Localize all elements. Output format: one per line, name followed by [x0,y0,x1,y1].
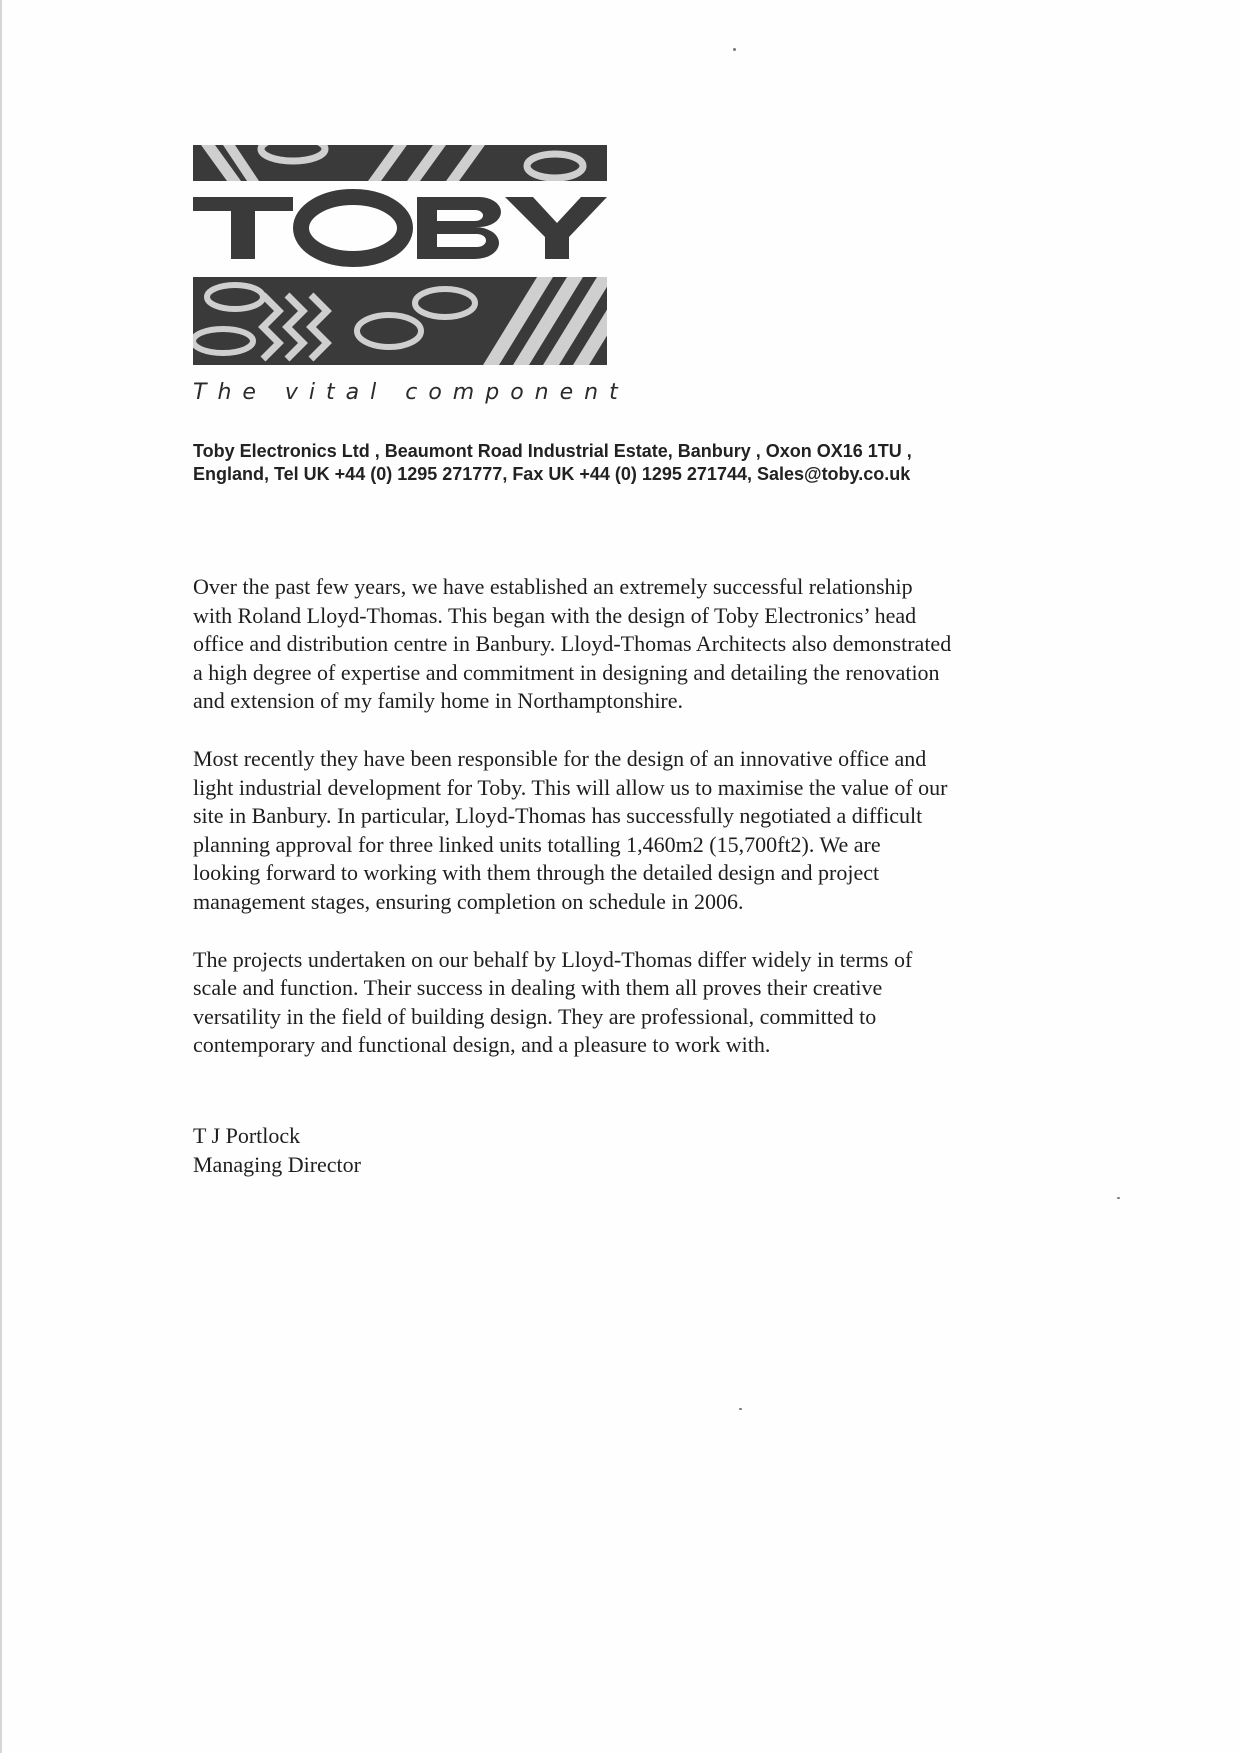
letter-body [193,573,1093,1089]
text-line: Over the past few years, we have established an extremely successful relationship [193,574,913,599]
text-line: and extension of my family home in Northamptonshire. [193,688,684,714]
scan-speck [1117,1197,1120,1199]
toby-logo-graphic [193,145,607,365]
company-logo [193,145,607,365]
text-line: a high degree of expertise and commitment in designing and detailing the renovation [193,659,940,685]
text-line: scale and function. Their success in dealing with them all proves their creative [193,975,883,1001]
text-line: The projects undertaken on our behalf by Lloyd-Thomas differ widely in terms of [193,946,913,972]
scan-speck [733,48,736,51]
scan-speck [739,1408,742,1410]
text-line: site in Banbury. In particular, Lloyd-Thomas has successfully negotiated a difficult [193,803,923,829]
signatory-title: Managing Director [193,1152,361,1177]
text-line: planning approval for three linked units totalling 1,460m2 (15,700ft2). We are [193,831,881,857]
paragraph-2 [193,745,1093,917]
text-line: versatility in the field of building design. They are professional, committed to [193,1003,877,1029]
text-line: looking forward to working with them through the detailed design and project [193,860,880,886]
text-line: Most recently they have been responsible for the design of an innovative office and [193,745,927,771]
text-line: management stages, ensuring completion on schedule in 2006. [193,888,744,914]
paragraph-3 [193,946,1093,1060]
address-line: Toby Electronics Ltd , Beaumont Road Industrial Estate, Banbury , Oxon OX16 1TU , [193,441,912,461]
company-address [193,440,1093,486]
company-tagline: The vital component [193,380,629,405]
signatory-name: T J Portlock [193,1123,301,1148]
text-line: contemporary and functional design, and a pleasure to work with. [193,1032,771,1058]
page-edge [0,0,2,1753]
text-line: light industrial development for Toby. This will allow us to maximise the value of our [193,774,948,800]
paragraph-1 [193,573,1093,716]
text-line: office and distribution centre in Banbury. Lloyd-Thomas Architects also demonstrated [193,631,952,657]
address-line: England, Tel UK +44 (0) 1295 271777, Fax UK +44 (0) 1295 271744, Sales@toby.co.uk [193,464,911,484]
text-line: with Roland Lloyd-Thomas. This began with the design of Toby Electronics’ head [193,602,917,628]
signature-block [193,1121,361,1179]
